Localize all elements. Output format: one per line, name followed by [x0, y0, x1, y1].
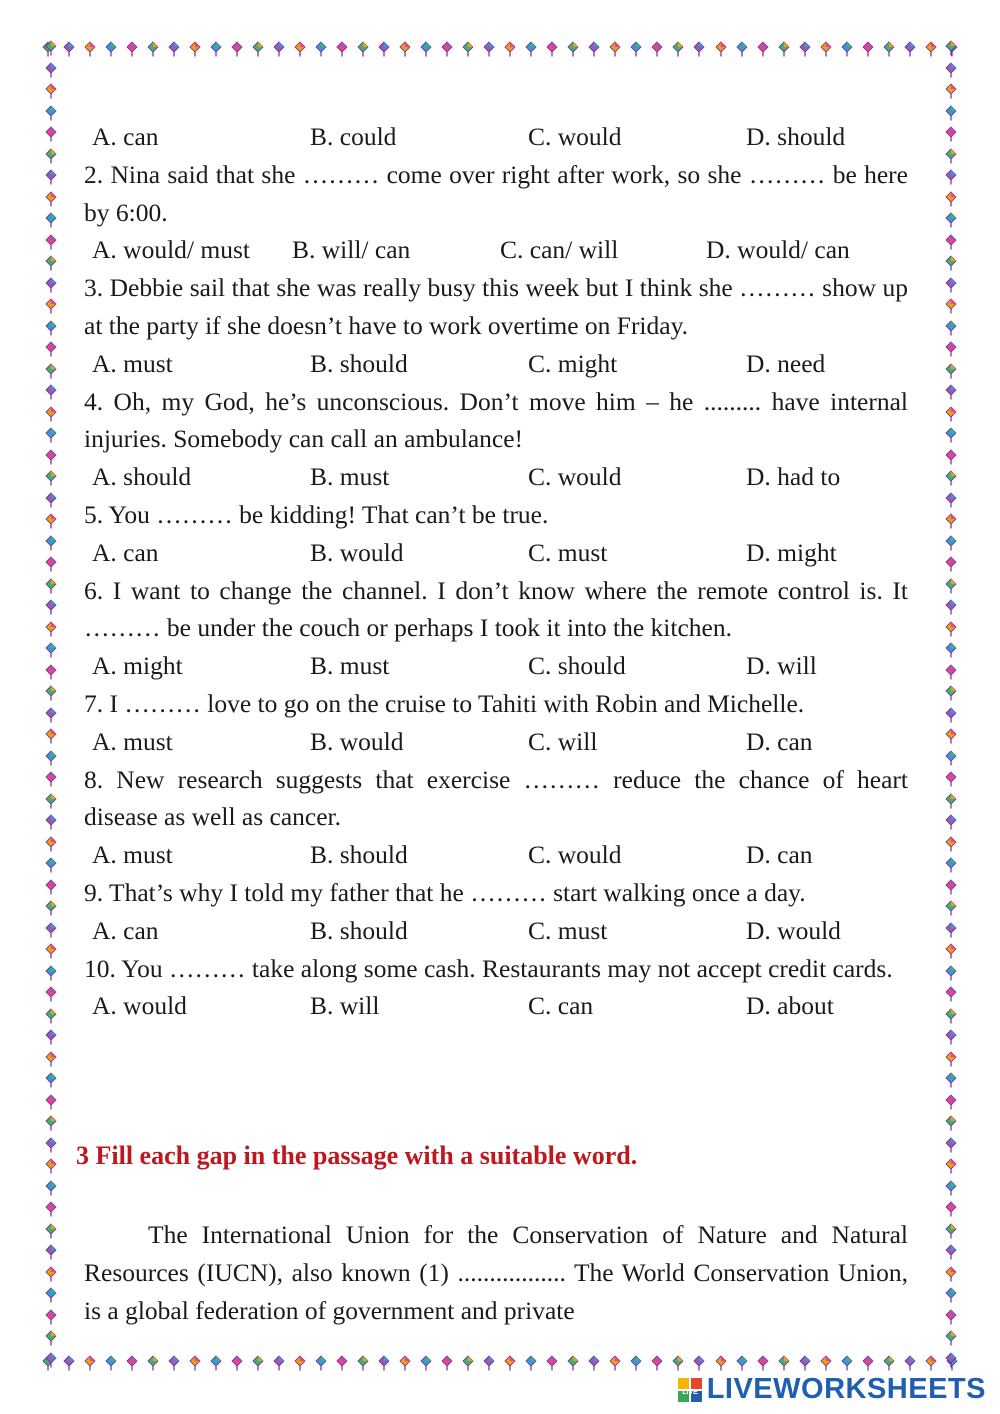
gem-icon [546, 1355, 558, 1371]
brand-name: LIVEWORKSHEETS [706, 1373, 986, 1405]
gem-icon [945, 126, 957, 142]
gem-icon [45, 707, 57, 723]
gem-icon [45, 449, 57, 465]
gem-icon [945, 836, 957, 852]
gem-icon [945, 83, 957, 99]
gem-icon [45, 728, 57, 744]
option-b[interactable]: B. must [310, 651, 390, 681]
gem-icon [736, 41, 748, 57]
border-right [940, 40, 962, 1368]
gem-icon [45, 814, 57, 830]
gem-icon [45, 126, 57, 142]
gem-icon [252, 41, 264, 57]
gem-icon [45, 105, 57, 121]
gem-icon [945, 1094, 957, 1110]
gem-icon [945, 685, 957, 701]
passage-text: The International Union for the Conservation of Nature and Natural Resources (IUCN), also known (1) ................. The World Conservation Union, is a global federation of government and private [84, 1220, 908, 1325]
gem-icon [672, 1355, 684, 1371]
gem-icon [945, 556, 957, 572]
option-b[interactable]: B. must [310, 462, 390, 492]
gem-icon [45, 277, 57, 293]
gem-icon [45, 1115, 57, 1131]
gem-icon [883, 41, 895, 57]
gem-icon [945, 771, 957, 787]
gem-icon [945, 234, 957, 250]
options-row-1 [84, 118, 908, 156]
gem-icon [315, 1355, 327, 1371]
gem-icon [45, 922, 57, 938]
gem-icon [45, 169, 57, 185]
gem-icon [945, 1244, 957, 1260]
options-row-3 [84, 345, 908, 383]
question-2: 2. Nina said that she ……… come over right after work, so she ……… be here by 6:00. [84, 159, 908, 227]
gem-icon [820, 41, 832, 57]
gem-icon [651, 41, 663, 57]
gem-icon [45, 943, 57, 959]
gem-icon [45, 685, 57, 701]
gem-icon [441, 1355, 453, 1371]
gem-icon [294, 1355, 306, 1371]
option-a[interactable]: A. can [92, 537, 159, 567]
option-d[interactable]: D. can [746, 726, 813, 756]
gem-icon [378, 1355, 390, 1371]
gem-icon [945, 1223, 957, 1239]
gem-icon [945, 707, 957, 723]
gem-icon [945, 341, 957, 357]
gem-icon [45, 1287, 57, 1303]
gem-icon [45, 320, 57, 336]
gem-icon [525, 41, 537, 57]
gem-icon [189, 41, 201, 57]
gem-icon [45, 1094, 57, 1110]
gem-icon [925, 41, 937, 57]
gem-icon [45, 492, 57, 508]
question-list [84, 118, 908, 1025]
option-d[interactable]: D. might [746, 537, 837, 567]
gem-icon [45, 1008, 57, 1024]
gem-icon [45, 341, 57, 357]
options-row-8 [84, 836, 908, 874]
gem-icon [945, 1072, 957, 1088]
gem-icon [945, 1266, 957, 1282]
gem-icon [945, 986, 957, 1002]
gem-icon [336, 41, 348, 57]
gem-icon [462, 41, 474, 57]
gem-icon [757, 41, 769, 57]
gem-icon [45, 1201, 57, 1217]
gem-icon [45, 148, 57, 164]
border-left [40, 40, 62, 1368]
option-c[interactable]: C. can/ will [500, 235, 619, 265]
gem-icon [945, 169, 957, 185]
gem-icon [945, 1115, 957, 1131]
gem-icon [945, 793, 957, 809]
gem-icon [945, 1158, 957, 1174]
gem-icon [45, 535, 57, 551]
gem-icon [45, 40, 57, 56]
gem-icon [273, 41, 285, 57]
gem-icon [147, 41, 159, 57]
gem-icon [567, 1355, 579, 1371]
gem-icon [945, 943, 957, 959]
gem-icon [504, 1355, 516, 1371]
section-title: 3 Fill each gap in the passage with a suitable word. [76, 1141, 638, 1170]
gem-icon [273, 1355, 285, 1371]
gem-icon [357, 1355, 369, 1371]
gem-icon [45, 556, 57, 572]
option-a[interactable]: A. must [92, 348, 173, 378]
option-b[interactable]: B. will/ can [292, 235, 411, 265]
gem-icon [945, 470, 957, 486]
gem-icon [945, 814, 957, 830]
gem-icon [651, 1355, 663, 1371]
gem-icon [483, 41, 495, 57]
gem-icon [945, 277, 957, 293]
gem-icon [231, 1355, 243, 1371]
option-c[interactable]: C. must [528, 915, 608, 945]
option-b[interactable]: B. should [310, 915, 408, 945]
gem-icon [945, 513, 957, 529]
gem-icon [945, 1137, 957, 1153]
gem-icon [525, 1355, 537, 1371]
question-4: 4. Oh, my God, he’s unconscious. Don’t move him – he ......... have internal injuries. Somebody can call an ambulance! [84, 386, 908, 454]
gem-icon [84, 41, 96, 57]
gem-icon [945, 750, 957, 766]
gem-icon [945, 449, 957, 465]
gem-icon [862, 41, 874, 57]
options-row-2 [84, 231, 908, 269]
gem-icon [45, 1266, 57, 1282]
gem-icon [945, 191, 957, 207]
gem-icon [45, 1029, 57, 1045]
gem-icon [45, 1352, 57, 1368]
gem-icon [45, 750, 57, 766]
gem-icon [84, 1355, 96, 1371]
border-top [42, 38, 958, 60]
svg-text:LIVE: LIVE [681, 1388, 698, 1396]
liveworksheets-logo-icon [677, 1377, 703, 1403]
gem-icon [45, 965, 57, 981]
gem-icon [945, 599, 957, 615]
gem-icon [945, 922, 957, 938]
gem-icon [294, 41, 306, 57]
gem-icon [945, 320, 957, 336]
question-9: 9. That’s why I told my father that he ……… start walking once a day. [84, 877, 806, 907]
option-b[interactable]: B. could [310, 122, 397, 151]
gem-icon [945, 1051, 957, 1067]
option-c[interactable]: C. should [528, 651, 626, 681]
option-d[interactable]: D. would [746, 915, 841, 945]
gem-icon [45, 1309, 57, 1325]
gem-icon [945, 1330, 957, 1346]
question-3: 3. Debbie sail that she was really busy this week but I think she ……… show up at the party if she doesn’t have to work overtime on Friday. [84, 273, 908, 340]
gem-icon [945, 406, 957, 422]
gem-icon [945, 1008, 957, 1024]
gem-icon [945, 427, 957, 443]
gem-icon [757, 1355, 769, 1371]
gem-icon [945, 1287, 957, 1303]
options-row-5 [84, 534, 908, 572]
option-b[interactable]: B. will [310, 991, 380, 1021]
gem-icon [945, 298, 957, 314]
gem-icon [315, 41, 327, 57]
option-d[interactable]: D. would/ can [706, 235, 850, 265]
question-8: 8. New research suggests that exercise ……… reduce the chance of heart disease as well as cancer. [84, 764, 908, 832]
gem-icon [778, 1355, 790, 1371]
question-5: 5. You ……… be kidding! That can’t be true. [84, 499, 549, 529]
gem-icon [45, 900, 57, 916]
gem-icon [45, 470, 57, 486]
gem-icon [45, 578, 57, 594]
option-b[interactable]: B. would [310, 726, 404, 756]
gem-icon [945, 148, 957, 164]
gem-icon [168, 1355, 180, 1371]
gem-icon [45, 771, 57, 787]
options-row-7 [84, 723, 908, 761]
gem-icon [945, 212, 957, 228]
gem-icon [904, 41, 916, 57]
gem-icon [45, 234, 57, 250]
gem-icon [210, 1355, 222, 1371]
gem-icon [862, 1355, 874, 1371]
gem-icon [45, 1180, 57, 1196]
option-a[interactable]: A. would/ must [92, 235, 250, 265]
gem-icon [126, 1355, 138, 1371]
gem-icon [483, 1355, 495, 1371]
option-c[interactable]: C. will [528, 726, 598, 756]
gem-icon [45, 62, 57, 78]
gem-icon [45, 642, 57, 658]
gem-icon [945, 62, 957, 78]
gem-icon [441, 41, 453, 57]
gem-icon [945, 1029, 957, 1045]
gem-icon [945, 492, 957, 508]
question-6: 6. I want to change the channel. I don’t know where the remote control is. It ……… be under the couch or perhaps I took it into the kitchen. [84, 575, 908, 643]
gem-icon [945, 965, 957, 981]
gem-icon [841, 41, 853, 57]
gem-icon [945, 1180, 957, 1196]
gem-icon [945, 578, 957, 594]
gem-icon [945, 105, 957, 121]
gem-icon [210, 41, 222, 57]
gem-icon [945, 1201, 957, 1217]
gem-icon [945, 363, 957, 379]
option-a[interactable]: A. would [92, 991, 187, 1021]
gem-icon [609, 1355, 621, 1371]
gem-icon [126, 41, 138, 57]
gem-icon [945, 900, 957, 916]
gem-icon [45, 664, 57, 680]
gem-icon [45, 879, 57, 895]
gem-icon [799, 41, 811, 57]
gem-icon [546, 41, 558, 57]
gem-icon [63, 41, 75, 57]
gem-icon [399, 41, 411, 57]
option-c[interactable]: C. must [528, 537, 608, 567]
gem-icon [252, 1355, 264, 1371]
question-7: 7. I ……… love to go on the cruise to Tahiti with Robin and Michelle. [84, 688, 805, 718]
gem-icon [45, 836, 57, 852]
gem-icon [336, 1355, 348, 1371]
gem-icon [231, 41, 243, 57]
option-c[interactable]: C. would [528, 122, 622, 151]
question-10: 10. You ……… take along some cash. Restaurants may not accept credit cards. [84, 953, 893, 983]
gem-icon [45, 363, 57, 379]
gem-icon [45, 1072, 57, 1088]
gem-icon [45, 1244, 57, 1260]
gem-icon [105, 41, 117, 57]
gem-icon [462, 1355, 474, 1371]
gem-icon [45, 1223, 57, 1239]
gem-icon [45, 255, 57, 271]
gem-icon [945, 642, 957, 658]
gem-icon [715, 1355, 727, 1371]
gem-icon [736, 1355, 748, 1371]
gem-icon [841, 1355, 853, 1371]
option-d[interactable]: D. about [746, 991, 834, 1021]
option-c[interactable]: C. might [528, 348, 618, 378]
option-c[interactable]: C. would [528, 840, 622, 870]
option-a[interactable]: A. must [92, 726, 173, 756]
options-row-4 [84, 458, 908, 496]
gem-icon [504, 41, 516, 57]
gem-icon [820, 1355, 832, 1371]
gem-icon [567, 41, 579, 57]
gem-icon [945, 1309, 957, 1325]
gem-icon [45, 212, 57, 228]
option-a[interactable]: A. can [92, 915, 159, 945]
gem-icon [357, 41, 369, 57]
gem-icon [45, 427, 57, 443]
gem-icon [420, 41, 432, 57]
option-d[interactable]: D. can [746, 840, 813, 870]
gem-icon [45, 406, 57, 422]
option-a[interactable]: A. can [92, 122, 159, 151]
gem-icon [588, 41, 600, 57]
gem-icon [778, 41, 790, 57]
option-a[interactable]: A. might [92, 651, 183, 681]
option-d[interactable]: D. need [746, 348, 826, 378]
gem-icon [399, 1355, 411, 1371]
gem-icon [45, 1137, 57, 1153]
gem-icon [45, 513, 57, 529]
options-row-10 [84, 987, 908, 1025]
gem-icon [45, 1051, 57, 1067]
gem-icon [945, 40, 957, 56]
gem-icon [715, 41, 727, 57]
gem-icon [904, 1355, 916, 1371]
gem-icon [945, 535, 957, 551]
option-a[interactable]: A. should [92, 462, 192, 492]
gem-icon [588, 1355, 600, 1371]
options-row-6 [84, 647, 908, 685]
gem-icon [45, 1330, 57, 1346]
option-d[interactable]: D. should [746, 122, 846, 151]
gem-icon [45, 986, 57, 1002]
gem-icon [945, 255, 957, 271]
gem-icon [168, 41, 180, 57]
gem-icon [883, 1355, 895, 1371]
brand-footer[interactable] [677, 1373, 986, 1406]
gem-icon [45, 621, 57, 637]
gem-icon [945, 857, 957, 873]
option-b[interactable]: B. should [310, 348, 408, 378]
gem-icon [45, 857, 57, 873]
gem-icon [630, 41, 642, 57]
gem-icon [693, 41, 705, 57]
gem-icon [45, 83, 57, 99]
option-a[interactable]: A. must [92, 840, 173, 870]
gem-icon [945, 879, 957, 895]
gem-icon [799, 1355, 811, 1371]
option-b[interactable]: B. would [310, 537, 404, 567]
option-d[interactable]: D. had to [746, 462, 841, 492]
gem-icon [147, 1355, 159, 1371]
gem-icon [420, 1355, 432, 1371]
option-d[interactable]: D. will [746, 651, 817, 681]
gem-icon [945, 621, 957, 637]
gem-icon [945, 728, 957, 744]
gem-icon [45, 1158, 57, 1174]
border-bottom [42, 1352, 958, 1374]
gem-icon [378, 41, 390, 57]
gem-icon [693, 1355, 705, 1371]
gem-icon [105, 1355, 117, 1371]
gem-icon [45, 298, 57, 314]
gem-icon [630, 1355, 642, 1371]
gem-icon [63, 1355, 75, 1371]
options-row-9 [84, 912, 908, 950]
gem-icon [45, 384, 57, 400]
gem-icon [945, 1352, 957, 1368]
gem-icon [189, 1355, 201, 1371]
gem-icon [925, 1355, 937, 1371]
gem-icon [945, 664, 957, 680]
option-c[interactable]: C. would [528, 462, 622, 492]
gem-icon [609, 41, 621, 57]
gem-icon [45, 599, 57, 615]
option-c[interactable]: C. can [528, 991, 594, 1021]
gem-icon [672, 41, 684, 57]
gem-icon [45, 793, 57, 809]
option-b[interactable]: B. should [310, 840, 408, 870]
gem-icon [945, 384, 957, 400]
gem-icon [45, 191, 57, 207]
